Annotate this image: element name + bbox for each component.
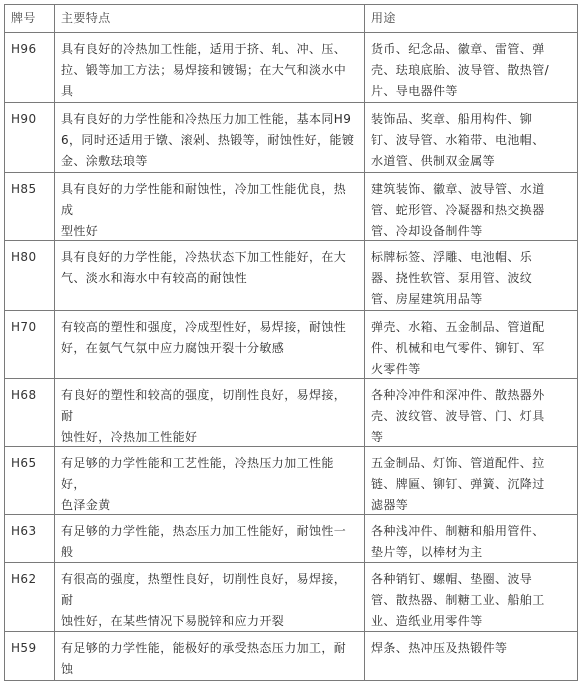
table-row	[5, 447, 578, 515]
header-grade: 牌号	[5, 5, 55, 32]
grade-cell: H96	[5, 33, 55, 102]
grade-cell: H70	[5, 311, 55, 378]
uses-cell: 焊条、热冲压及热锻件等	[365, 632, 578, 680]
table-header-row	[5, 5, 578, 33]
features-cell: 有良好的塑性和较高的强度，切削性良好，易焊接，耐 蚀性好，冷热加工性能好	[55, 379, 365, 446]
features-cell: 有很高的强度，热塑性良好，切削性良好，易焊接，耐 蚀性好，在某些情况下易脱锌和应力开裂	[55, 563, 365, 631]
features-cell: 有足够的力学性能，能极好的承受热态压力加工，耐蚀	[55, 632, 365, 680]
table-row	[5, 103, 578, 173]
features-cell: 具有良好的力学性能和冷热压力加工性能，基本同H9 6，同时还适用于镦、滚剁、热锻等，耐蚀性好，能镀 金、涂敷珐琅等	[55, 103, 365, 172]
uses-cell: 货币、纪念品、徽章、雷管、弹 壳、珐琅底胎、波导管、散热管/ 片、导电器件等	[365, 33, 578, 102]
features-cell: 有较高的塑性和强度，冷成型性好，易焊接，耐蚀性 好，在氨气气氛中应力腐蚀开裂十分敏感	[55, 311, 365, 378]
uses-cell: 建筑装饰、徽章、波导管、水道 管、蛇形管、冷凝器和热交换器 管、冷却设备制件等	[365, 173, 578, 240]
uses-cell: 标牌标签、浮雕、电池帽、乐 器、挠性软管、泵用管、波纹 管、房屋建筑用品等	[365, 241, 578, 310]
grade-cell: H90	[5, 103, 55, 172]
uses-cell: 五金制品、灯饰、管道配件、拉 链、牌匾、铆钉、弹簧、沉降过 滤器等	[365, 447, 578, 514]
features-cell: 有足够的力学性能，热态压力加工性能好，耐蚀性一般	[55, 515, 365, 562]
grade-cell: H80	[5, 241, 55, 310]
features-cell: 有足够的力学性能和工艺性能，冷热压力加工性能好， 色泽金黄	[55, 447, 365, 514]
grade-cell: H85	[5, 173, 55, 240]
uses-cell: 各种销钉、螺帽、垫圈、波导 管、散热器、制糖工业、船舶工 业、造纸业用零件等	[365, 563, 578, 631]
uses-cell: 弹壳、水箱、五金制品、管道配 件、机械和电气零件、铆钉、军 火零件等	[365, 311, 578, 378]
grade-cell: H68	[5, 379, 55, 446]
features-cell: 具有良好的力学性能，冷热状态下加工性能好，在大 气、淡水和海水中有较高的耐蚀性	[55, 241, 365, 310]
uses-cell: 装饰品、奖章、船用构件、铆 钉、波导管、水箱带、电池帽、 水道管、供制双金属等	[365, 103, 578, 172]
table-row	[5, 241, 578, 311]
table-row	[5, 379, 578, 447]
table-row	[5, 311, 578, 379]
grade-cell: H63	[5, 515, 55, 562]
grade-cell: H62	[5, 563, 55, 631]
header-features: 主要特点	[55, 5, 365, 32]
table-row	[5, 632, 578, 681]
uses-cell: 各种浅冲件、制糖和船用管件、 垫片等，以棒材为主	[365, 515, 578, 562]
features-cell: 具有良好的冷热加工性能，适用于挤、轧、冲、压、 拉、锻等加工方法；易焊接和镀锡；在大气和淡水中具	[55, 33, 365, 102]
grade-cell: H59	[5, 632, 55, 680]
header-uses: 用途	[365, 5, 578, 32]
uses-cell: 各种冷冲件和深冲件、散热器外 壳、波纹管、波导管、门、灯具 等	[365, 379, 578, 446]
features-cell: 具有良好的力学性能和耐蚀性，冷加工性能优良，热成 型性好	[55, 173, 365, 240]
table-row	[5, 33, 578, 103]
table-row	[5, 173, 578, 241]
table-row	[5, 515, 578, 563]
brass-grades-table	[4, 4, 578, 681]
grade-cell: H65	[5, 447, 55, 514]
table-row	[5, 563, 578, 632]
